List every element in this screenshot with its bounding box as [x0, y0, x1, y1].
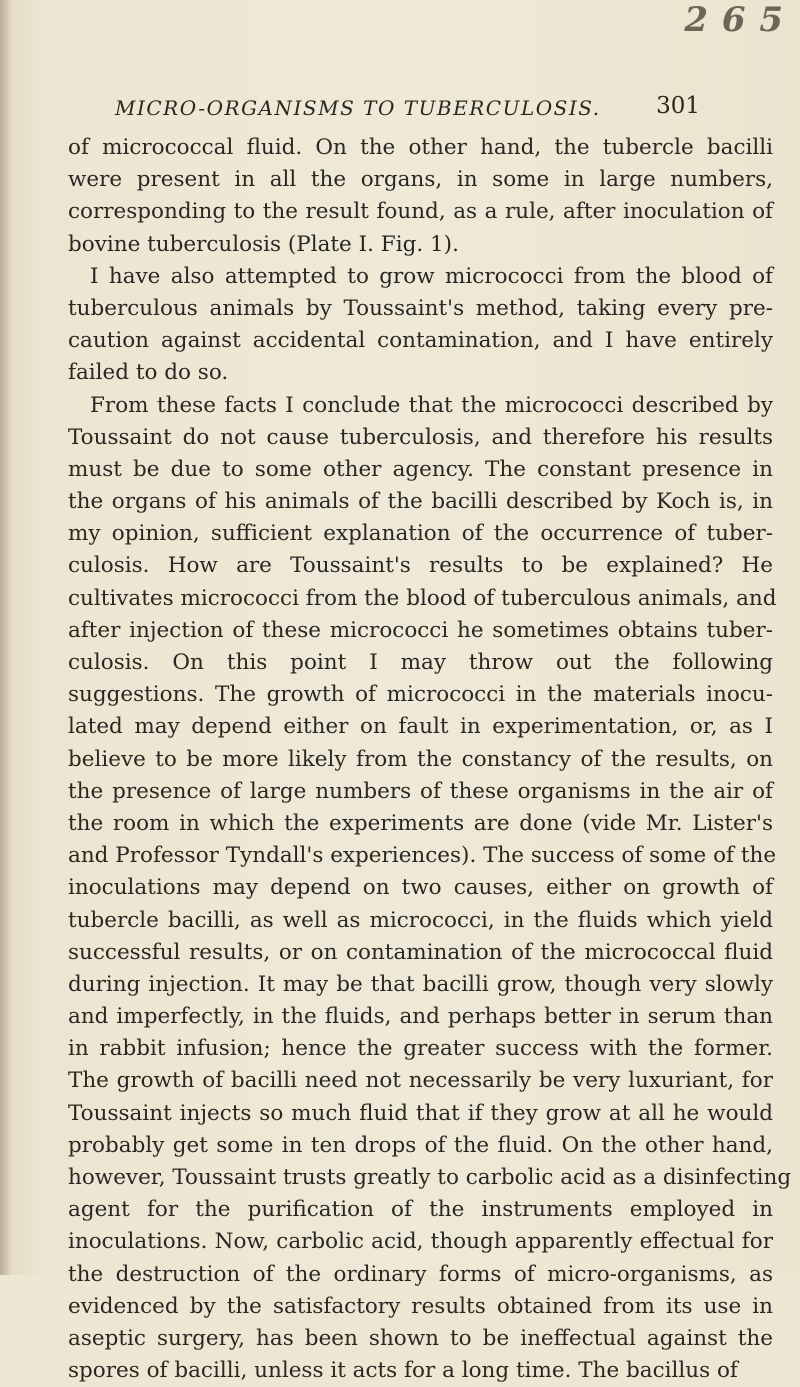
text-line: of micrococcal fluid. On the other hand, the tubercle bacilli	[68, 135, 773, 160]
text-line: lated may depend either on fault in experimentation, or, as I	[68, 714, 773, 740]
gutter-shadow	[0, 0, 12, 1275]
text-line: and Professor Tyndall's experiences). The success of some of the	[68, 843, 777, 869]
text-line: Toussaint injects so much fluid that if they grow at all he would	[68, 1100, 773, 1126]
text-line: From these facts I conclude that the micrococci described by	[90, 392, 773, 418]
text-line: cultivates micrococci from the blood of tuberculous animals, and	[68, 585, 777, 611]
text-line: suggestions. The growth of micrococci in the materials inocu-	[68, 682, 773, 708]
text-line: my opinion, sufficient explanation of the occurrence of tuber-	[68, 521, 773, 547]
text-line: successful results, or on contamination of the micrococcal fluid	[68, 939, 773, 965]
text-line: failed to do so.	[68, 360, 229, 386]
text-line: believe to be more likely from the constancy of the results, on	[68, 746, 773, 772]
text-line: agent for the purification of the instruments employed in	[68, 1197, 773, 1223]
text-line: bovine tuberculosis (Plate I. Fig. 1).	[68, 231, 459, 257]
text-line: evidenced by the satisfactory results obtained from its use in	[68, 1293, 773, 1319]
text-line: the presence of large numbers of these organisms in the air of	[68, 778, 773, 804]
text-line: tuberculous animals by Toussaint's method, taking every pre-	[68, 295, 773, 321]
text-line: during injection. It may be that bacilli grow, though very slowly	[68, 971, 773, 997]
text-line: Toussaint do not cause tuberculosis, and therefore his results	[68, 424, 773, 450]
text-line: probably get some in ten drops of the fluid. On the other hand,	[68, 1132, 773, 1158]
text-line: were present in all the organs, in some in large numbers,	[68, 167, 773, 193]
text-line: however, Toussaint trusts greatly to carbolic acid as a disinfecting	[68, 1165, 792, 1190]
text-line: culosis. How are Toussaint's results to be explained? He	[68, 553, 773, 579]
text-line: the destruction of the ordinary forms of micro-organisms, as	[68, 1261, 773, 1287]
text-line: must be due to some other agency. The constant presence in	[68, 456, 773, 482]
text-line: The growth of bacilli need not necessarily be very luxuriant, for	[68, 1068, 773, 1094]
text-line: and imperfectly, in the fluids, and perhaps better in serum than	[68, 1004, 773, 1030]
text-line: the room in which the experiments are done (vide Mr. Lister's	[68, 810, 773, 836]
running-title: MICRO-ORGANISMS TO TUBERCULOSIS.	[115, 96, 601, 120]
text-line: I have also attempted to grow micrococci from the blood of	[90, 263, 773, 289]
text-line: corresponding to the result found, as a rule, after inoculation of	[68, 199, 773, 225]
text-line: inoculations. Now, carbolic acid, though apparently effectual for	[68, 1229, 773, 1255]
running-head	[115, 93, 700, 126]
handwritten-page-mark: 2 6 5	[684, 0, 784, 40]
text-line: tubercle bacilli, as well as micrococci, in the fluids which yield	[68, 907, 773, 933]
text-line: spores of bacilli, unless it acts for a long time. The bacillus of	[68, 1358, 738, 1384]
text-line: in rabbit infusion; hence the greater success with the former.	[68, 1036, 773, 1062]
body-text	[68, 132, 792, 1387]
text-line: culosis. On this point I may throw out the following	[68, 650, 773, 675]
text-line: aseptic surgery, has been shown to be ineffectual against the	[68, 1325, 773, 1351]
text-line: caution against accidental contamination, and I have entirely	[68, 328, 773, 354]
text-line: the organs of his animals of the bacilli described by Koch is, in	[68, 489, 773, 515]
text-line: after injection of these micrococci he sometimes obtains tuber-	[68, 617, 773, 643]
page-number: 301	[656, 93, 700, 119]
text-line: inoculations may depend on two causes, either on growth of	[68, 875, 773, 901]
